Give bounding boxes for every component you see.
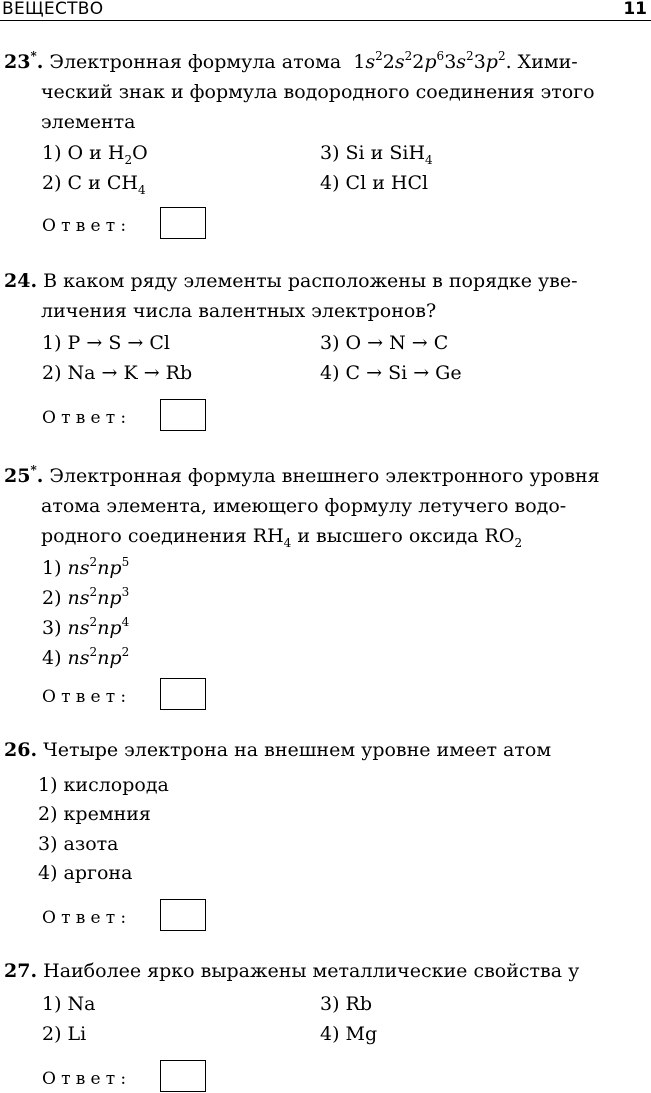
option-4: 4) аргона bbox=[38, 862, 133, 884]
answer-label: Ответ: bbox=[42, 1069, 132, 1089]
section-title: ВЕЩЕСТВО bbox=[2, 0, 104, 19]
option-1: 1) O и $H_2O$ bbox=[42, 142, 148, 167]
option-1: 1) Na bbox=[42, 993, 96, 1015]
option-3: 3) Si и SiH$_4$ bbox=[320, 142, 433, 167]
answer-box[interactable] bbox=[160, 207, 206, 239]
question-text: 23*. Электронная формула атома $1s^22s^22p^63s^23p^2$. Хими- ческий знак и формула водородного соединения этого элемента bbox=[4, 49, 595, 133]
answer-box[interactable] bbox=[160, 899, 206, 931]
question-number: 26 bbox=[4, 739, 31, 761]
option-3: 3) O → N → C bbox=[320, 332, 449, 354]
answer-label: Ответ: bbox=[42, 687, 132, 707]
question-text: 27. Наиболее ярко выражены металлические свойства у bbox=[4, 960, 580, 982]
option-2: 2) C и $CH_4$ bbox=[42, 172, 146, 197]
question-number: 25*. bbox=[4, 463, 44, 487]
electron-formula: $1s^22s^22p^63s^23p^2$ bbox=[353, 49, 506, 73]
question-text: 26. Четыре электрона на внешнем уровне имеет атом bbox=[4, 739, 552, 761]
option-1: 1) $ns^2np^5$ bbox=[42, 555, 130, 579]
option-4: 4) Cl и HCl bbox=[320, 172, 429, 194]
option-3: 3) $ns^2np^4$ bbox=[42, 615, 130, 639]
option-4: 4) $ns^2np^2$ bbox=[42, 645, 130, 669]
option-1: 1) P → S → Cl bbox=[42, 332, 170, 354]
answer-box[interactable] bbox=[160, 399, 206, 431]
header-rule bbox=[0, 20, 651, 21]
option-2: 2) Li bbox=[42, 1023, 87, 1045]
page-number: 11 bbox=[623, 0, 647, 19]
answer-label: Ответ: bbox=[42, 908, 132, 928]
question-number: 24 bbox=[4, 270, 31, 292]
answer-label: Ответ: bbox=[42, 408, 132, 428]
question-number: 27 bbox=[4, 960, 31, 982]
option-1: 1) кислорода bbox=[38, 774, 169, 796]
option-2: 2) $ns^2np^3$ bbox=[42, 585, 130, 609]
option-2: 2) кремния bbox=[38, 803, 151, 825]
option-4: 4) Mg bbox=[320, 1023, 378, 1045]
answer-box[interactable] bbox=[160, 678, 206, 710]
answer-box[interactable] bbox=[160, 1060, 206, 1092]
option-3: 3) азота bbox=[38, 833, 119, 855]
option-4: 4) C → Si → Ge bbox=[320, 362, 462, 384]
option-2: 2) Na → K → Rb bbox=[42, 362, 193, 384]
answer-label: Ответ: bbox=[42, 216, 132, 236]
page-header bbox=[0, 0, 651, 22]
question-number: 23*. bbox=[4, 49, 44, 73]
question-text: 24. В каком ряду элементы расположены в порядке уве- личения числа валентных электронов? bbox=[4, 270, 578, 322]
question-text: 25*. Электронная формула внешнего электронного уровня атома элемента, имеющего формулу летучего водо- родного соединения $RH_4$ и высшего оксида $RO_2$ bbox=[4, 463, 600, 550]
option-3: 3) Rb bbox=[320, 993, 373, 1015]
